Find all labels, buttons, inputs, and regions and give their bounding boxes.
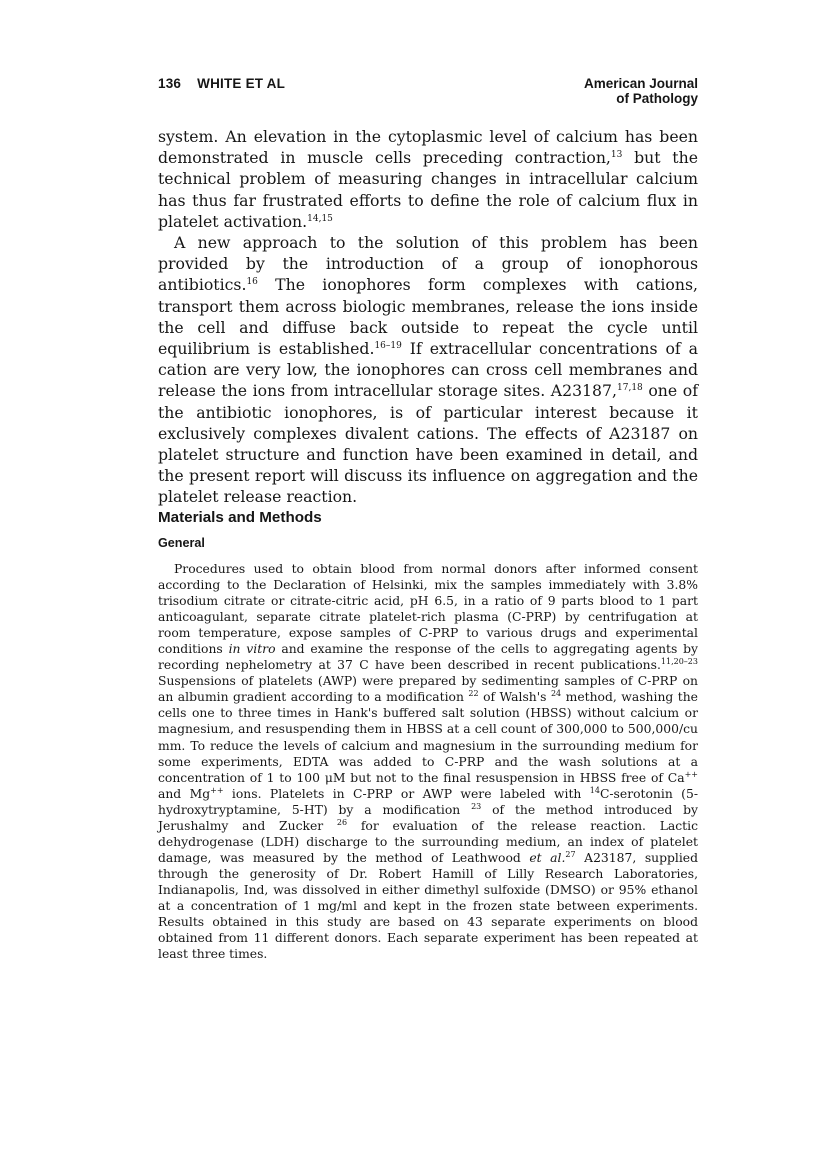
running-authors: WHITE ET AL <box>197 76 286 91</box>
journal-title-line2: of Pathology <box>616 91 698 106</box>
running-header <box>158 74 698 108</box>
page-number: 136 <box>158 76 182 91</box>
citation: 14,15 <box>307 213 333 224</box>
methods-paragraph: Procedures used to obtain blood from normal donors after informed consent according to the Declaration of Helsinki, mix the samples immediately with 3.8% trisodium citrate or citrate-citric acid, pH 6.5, in a ratio of 9 parts blood to 1 part anticoagulant, separate citrate platelet-rich plasma (C-PRP) by centrifugation at room temperature, expose samples of C-PRP to various drugs and experimental conditions in vitro and examine the response of the cells to aggregating agents by recording nephelometry at 37 C have been described in recent publications.$^{11,20-23}$ Suspensions of platelets (AWP) were prepared by sedimenting samples of C-PRP on an albumin gradient according to a modification $^{22}$ of Walsh's $^{24}$ method, washing the cells one to three times in Hank's buffered salt solution (HBSS) without calcium or magnesium, and resuspending them in HBSS at a cell count of 300,000 to 500,000/cu mm. To reduce the levels of calcium and magnesium in the surrounding medium for some experiments, EDTA was added to C-PRP and the wash solutions at a concentration of 1 to 100 μM but not to the final resuspension in HBSS free of Ca++ and Mg++ ions. Platelets in C-PRP or AWP were labeled with $^{14}$C-serotonin (5-hydroxytryptamine, 5-HT) by a modification $^{23}$ of the method introduced by Jerushalmy and Zucker $^{26}$ for evaluation of the release reaction. Lactic dehydrogenase (LDH) discharge to the surrounding medium, an index of platelet damage, was measured by the method of Leathwood et al.$^{27}$ A23187, supplied through the generosity of Dr. Robert Hamill of Lilly Research Laboratories, Indianapolis, Ind, was dissolved in either dimethyl sulfoxide (DMSO) or 95% ethanol at a concentration of 1 mg/ml and kept in the frozen state between experiments. Results obtained in this study are based on 43 separate experiments on blood obtained from 11 different donors. Each separate experiment has been repeated at least three times. <box>158 562 699 962</box>
citation: 16–19 <box>374 341 402 352</box>
citation: 11,20–23 <box>660 657 698 667</box>
journal-title-line1: American Journal <box>583 76 698 91</box>
citation: 24 <box>550 689 562 699</box>
journal-title <box>584 76 698 106</box>
citation: 27 <box>565 849 576 859</box>
citation: 17,18 <box>617 383 643 394</box>
intro-text <box>158 126 698 508</box>
citation: 23 <box>471 801 482 811</box>
paragraph: A new approach to the solution of this problem has been provided by the introduction of a group of ionophorous antibiotics.$^{16}$ The ionophores form complexes with cations, transport them across biologic membranes, release the ions inside the cell and diffuse back outside to repeat the cycle until equilibrium is established.$^{16-19}$ If extracellular concentrations of a cation are very low, the ionophores can cross cell membranes and release the ions from intracellular storage sites. A23187,$^{17,18}$ one of the antibiotic ionophores, is of particular interest because it exclusively complexes divalent cations. The effects of A23187 on platelet structure and function have been examined in detail, and the present report will discuss its influence on aggregation and the platelet release reaction. <box>158 233 699 507</box>
subsection-heading: General <box>158 536 205 550</box>
citation: 16 <box>246 277 258 288</box>
paragraph: system. An elevation in the cytoplasmic level of calcium has been demonstrated in muscle cells preceding contraction,$^{13}$ but the technical problem of measuring changes in intracellular calcium has thus far frustrated efforts to define the role of calcium flux in platelet activation.$^{14,15}$ <box>158 127 698 231</box>
section-heading: Materials and Methods <box>158 509 322 526</box>
header-left <box>158 76 285 91</box>
citation: 13 <box>610 150 623 161</box>
citation: 26 <box>336 817 348 827</box>
citation: 22 <box>468 689 479 699</box>
